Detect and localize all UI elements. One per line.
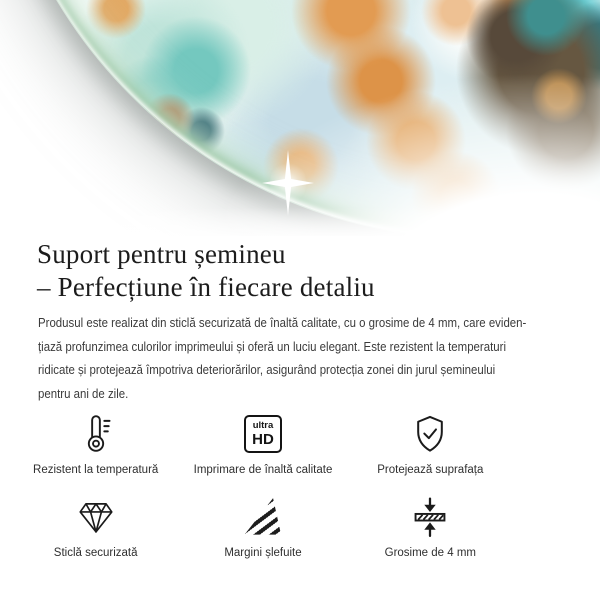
feature-temperature-resistant <box>12 411 179 476</box>
ultra-hd-badge-text-top: ultra <box>252 420 274 432</box>
ultra-hd-badge-text-bottom: HD <box>252 430 274 448</box>
product-image-glass-disc <box>0 0 600 236</box>
feature-tempered-glass <box>12 494 179 559</box>
feature-label: Margini șlefuite <box>224 547 302 559</box>
description-line: ridicate și protejează împotriva deteriorărilor, asigurând protecția zonei din jurul șemineului <box>38 362 496 377</box>
product-description <box>38 311 600 405</box>
feature-polished-edges <box>179 494 346 559</box>
shield-check-icon <box>409 411 451 457</box>
polished-edges-stripes <box>242 496 284 538</box>
page-title-line2: – Perfecțiune în fiecare detaliu <box>37 272 375 302</box>
page-title-line1: Suport pentru șemineu <box>37 239 286 269</box>
thermometer-icon <box>75 411 117 457</box>
feature-label: Grosime de 4 mm <box>384 547 477 559</box>
feature-thickness-4mm <box>347 494 514 559</box>
feature-ultra-hd-print <box>179 411 346 476</box>
ultra-hd-badge <box>244 415 282 453</box>
product-hero <box>0 0 600 236</box>
description-line: Produsul este realizat din sticlă securizată de înaltă calitate, cu o grosime de 4 mm, care eviden- <box>38 315 527 330</box>
features-grid <box>12 411 514 559</box>
page-title <box>37 238 600 304</box>
description-line: țiază profunzimea culorilor imprimeului și oferă un luciu elegant. Este rezistent la temperaturi <box>38 338 506 354</box>
ultra-hd-icon <box>244 411 282 457</box>
feature-label: Rezistent la temperatură <box>33 464 159 476</box>
feature-label: Sticlă securizată <box>53 547 138 559</box>
description-line: pentru ani de zile. <box>38 385 129 401</box>
feature-label: Imprimare de înaltă calitate <box>193 464 333 476</box>
polished-edges-icon <box>242 494 284 540</box>
thickness-icon <box>409 494 451 540</box>
feature-label: Protejează suprafața <box>377 464 484 476</box>
feature-protects-surface <box>347 411 514 476</box>
diamond-icon <box>75 494 117 540</box>
